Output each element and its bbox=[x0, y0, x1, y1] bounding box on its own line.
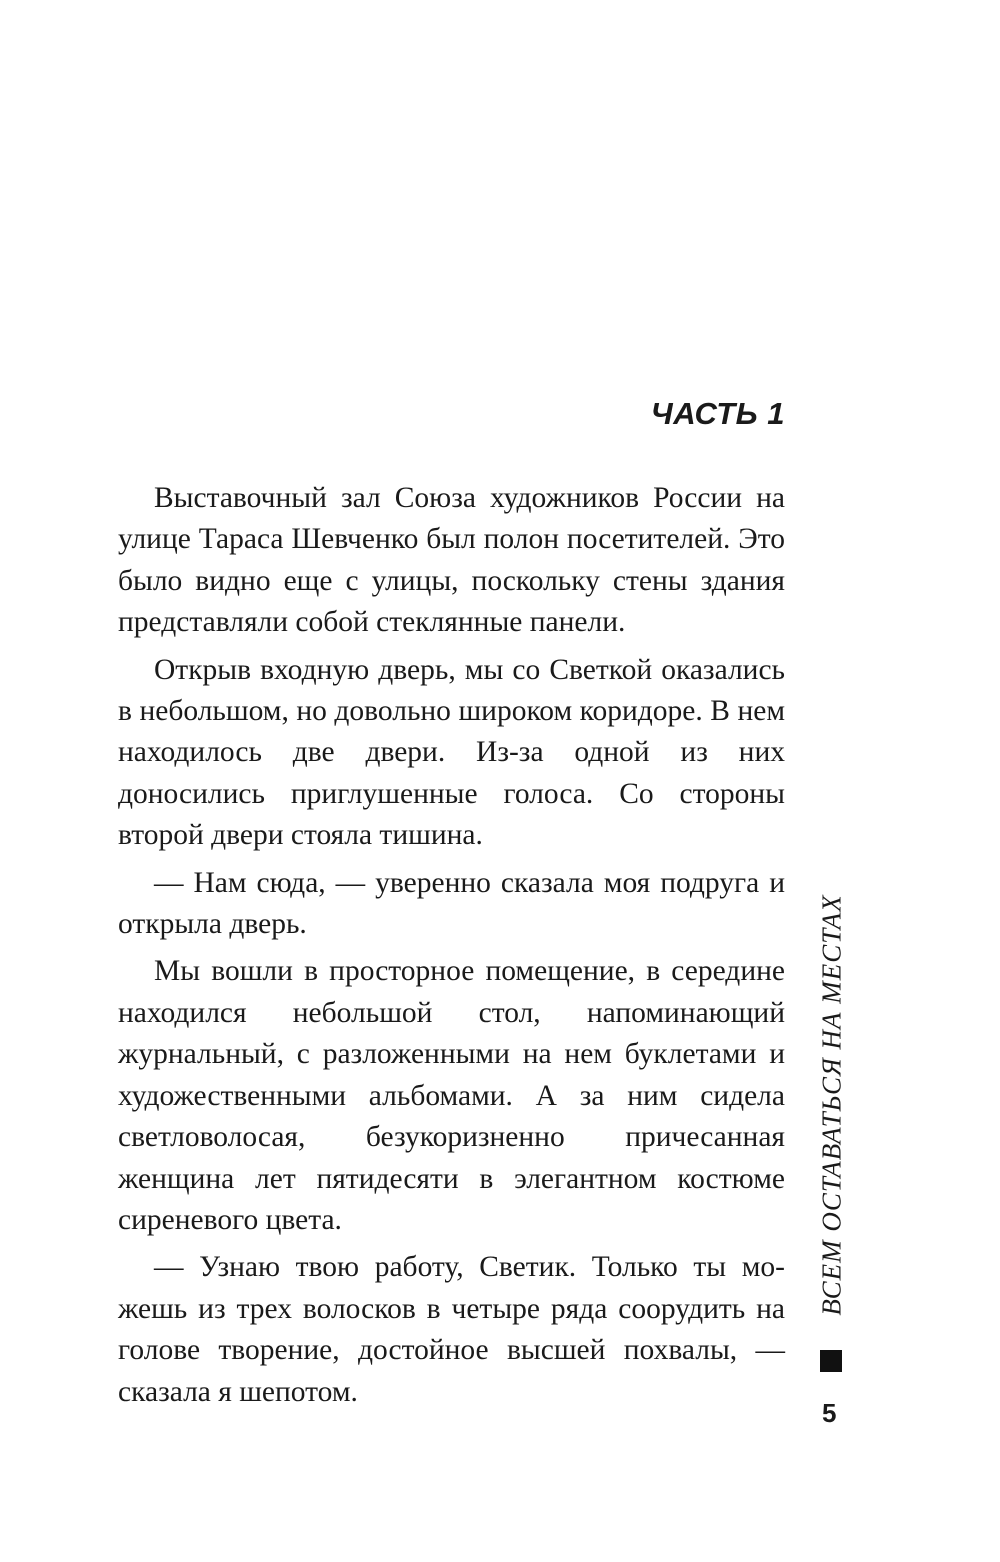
running-title bbox=[812, 880, 852, 1330]
page-number: 5 bbox=[822, 1398, 837, 1428]
chapter-body bbox=[118, 478, 785, 1419]
square-marker-icon bbox=[820, 1350, 842, 1372]
paragraph: — Узнаю твою работу, Светик. Только ты можешь из трех волосков в четыре ряда соорудить на голове творение, достойное высшей похвалы, — сказала я шепотом. bbox=[118, 1251, 785, 1408]
running-title-text: ВСЕМ ОСТАВАТЬСЯ НА МЕСТАХ bbox=[816, 894, 847, 1316]
paragraph: Выставочный зал Союза художников России на улице Тараса Шевченко был полон посетителей. Это было видно еще с улицы, поскольку стены здания представляли собой стеклянные панели. bbox=[118, 482, 785, 639]
chapter-title: ЧАСТЬ 1 bbox=[650, 396, 785, 431]
paragraph: Открыв входную дверь, мы со Светкой оказались в небольшом, но довольно широком коридоре. В нем находилось две двери. Из-за одной из них доносились приглушенные голоса. Со стороны второй двери стояла тишина. bbox=[118, 653, 785, 852]
paragraph: Мы вошли в просторное помещение, в середине находился небольшой стол, напоминающий журнальный, с разложенными на нем буклетами и художественными альбомами. А за ним сидела светловолосая, безукоризненно причесанная женщина лет пятидесяти в элегантном костюме сиреневого цвета. bbox=[118, 955, 785, 1236]
paragraph: — Нам сюда, — уверенно сказала моя подруга и открыла дверь. bbox=[118, 866, 785, 941]
